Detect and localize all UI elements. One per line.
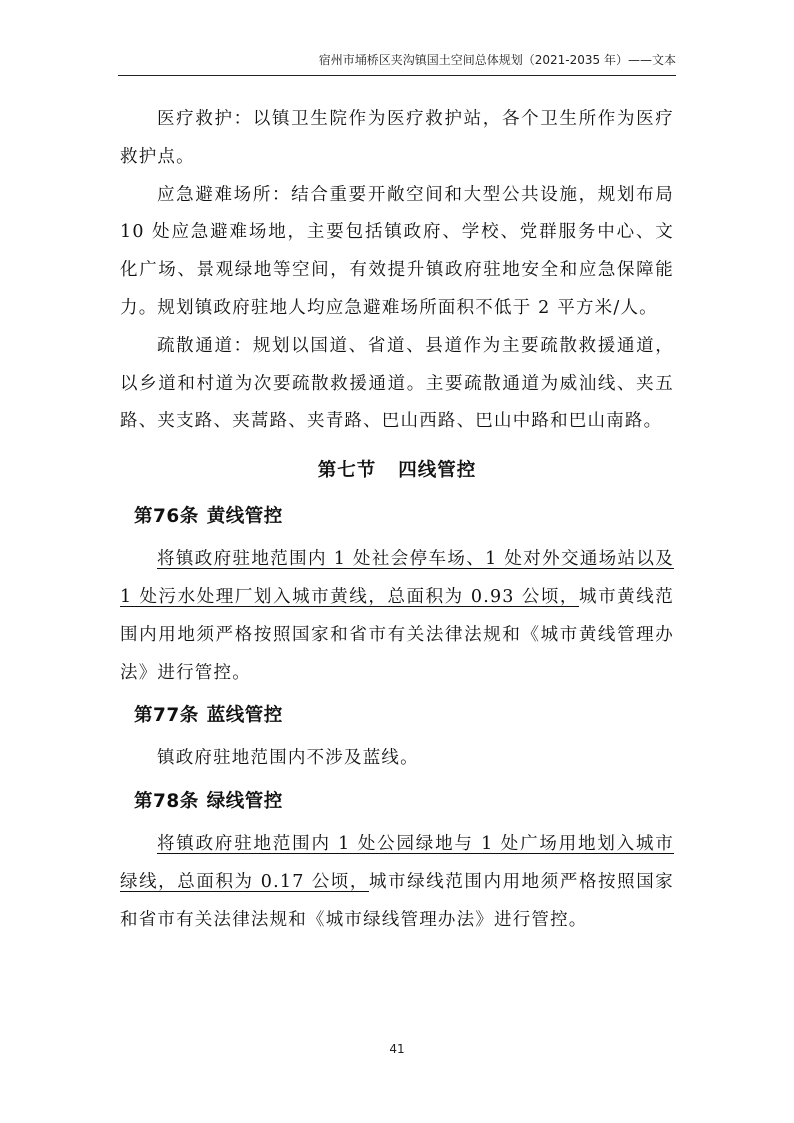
paragraph-evacuation-routes: 疏散通道：规划以国道、省道、县道作为主要疏散救援通道，以乡道和村道为次要疏散救援通道。主要疏散通道为威汕线、夹五路、夹支路、夹蒿路、夹青路、巴山西路、巴山中路和巴山南路。 (120, 335, 674, 432)
article-76-text: 城市黄线范围内用地须严格按照国家和省市有关法律法规和《城市黄线管理办法》进行管控。 (120, 586, 674, 683)
article-title: 黄线管控 (206, 506, 283, 528)
document-body (120, 101, 674, 940)
article-78-text: 城市绿线范围内用地须严格按照国家和省市有关法律法规和《城市绿线管理办法》进行管控。 (120, 871, 675, 930)
article-title: 绿线管控 (206, 791, 283, 813)
article-77-body: 镇政府驻地范围内不涉及蓝线。 (157, 748, 419, 769)
header-title: 宿州市埇桥区夹沟镇国土空间总体规划（2021-2035 年）——文本 (318, 53, 676, 67)
article-number: 第76条 (134, 506, 199, 528)
page-header (118, 53, 676, 76)
article-number: 第77条 (134, 705, 199, 727)
section-heading (120, 451, 674, 491)
section-number: 第七节 (317, 460, 377, 482)
article-78-body (120, 826, 674, 939)
article-heading-76 (134, 495, 674, 539)
article-heading-77 (134, 694, 674, 738)
paragraph-medical-rescue: 医疗救护：以镇卫生院作为医疗救护站，各个卫生所作为医疗救护点。 (120, 109, 674, 167)
section-title: 四线管控 (398, 460, 477, 482)
article-number: 第78条 (134, 791, 199, 813)
article-76-underlined-text: 将镇政府驻地范围内 1 处社会停车场、1 处对外交通场站以及 1 处污水处理厂划入城市黄线，总面积为 0.93 公顷， (120, 549, 674, 607)
article-title: 蓝线管控 (206, 705, 283, 727)
article-76-body (120, 541, 674, 692)
paragraph-emergency-shelter: 应急避难场所：结合重要开敞空间和大型公共设施，规划布局 10 处应急避难场地，主要包括镇政府、学校、党群服务中心、文化广场、景观绿地等空间，有效提升镇政府驻地安全和应急保障能力。规划镇政府驻地人均应急避难场所面积不低于 2 平方米/人。 (120, 184, 674, 318)
page-footer (0, 1042, 794, 1056)
article-heading-78 (134, 780, 674, 824)
page-number: 41 (389, 1042, 405, 1056)
article-78-underlined-text: 将镇政府驻地范围内 1 处公园绿地与 1 处广场用地划入城市绿线，总面积为 0.17 公顷， (120, 834, 674, 892)
